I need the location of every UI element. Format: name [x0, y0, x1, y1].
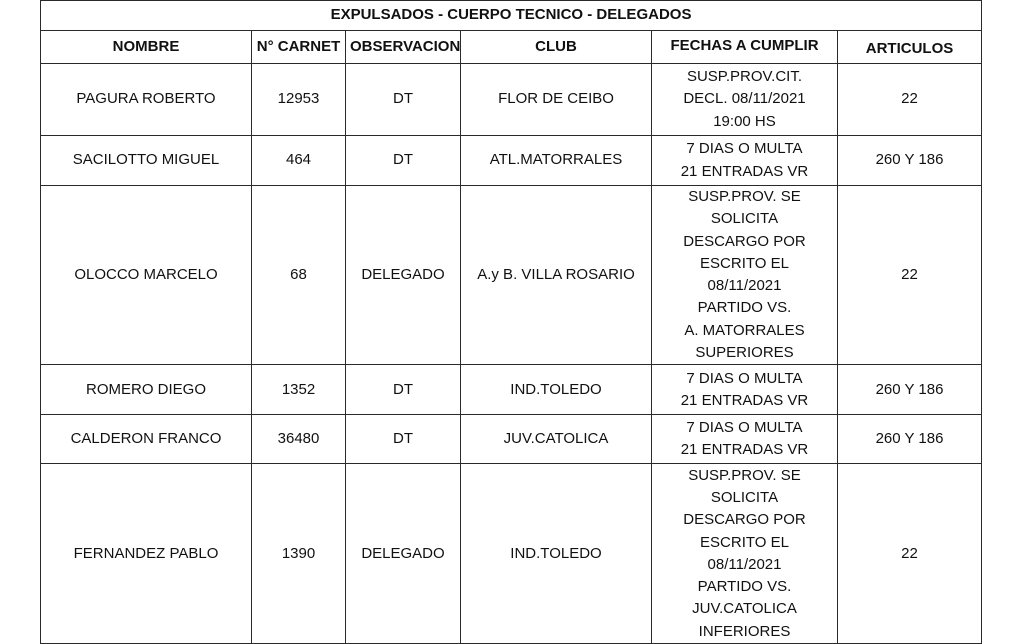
- table-title: EXPULSADOS - CUERPO TECNICO - DELEGADOS: [41, 1, 982, 31]
- table-row: [41, 464, 982, 644]
- header-club: CLUB: [461, 31, 652, 64]
- cell-nombre: CALDERON FRANCO: [41, 415, 252, 464]
- fecha-line: JUV.CATOLICA: [692, 600, 797, 618]
- table-header-row: [41, 31, 982, 64]
- fecha-line: SOLICITA: [710, 210, 779, 228]
- cell-observacion: DT: [346, 365, 461, 415]
- cell-fechas: [652, 186, 838, 365]
- cell-club: IND.TOLEDO: [461, 365, 652, 415]
- fecha-line: 7 DIAS O MULTA: [686, 369, 803, 387]
- fecha-line: A. MATORRALES: [684, 321, 805, 339]
- fecha-line: 21 ENTRADAS VR: [680, 162, 809, 180]
- cell-fechas: [652, 136, 838, 186]
- fecha-line: PARTIDO VS.: [697, 578, 792, 596]
- cell-fechas: [652, 64, 838, 136]
- cell-articulos: 22: [838, 464, 982, 644]
- table-caption-row: [41, 1, 982, 31]
- fecha-line: SUPERIORES: [695, 344, 794, 362]
- fecha-line: SUSP.PROV. SE: [688, 188, 801, 205]
- fecha-line: 7 DIAS O MULTA: [686, 140, 803, 158]
- cell-observacion: DT: [346, 136, 461, 186]
- cell-observacion: DELEGADO: [346, 464, 461, 644]
- cell-carnet: 1352: [252, 365, 346, 415]
- header-nombre: NOMBRE: [41, 31, 252, 64]
- sanctions-table: [40, 0, 982, 644]
- cell-club: JUV.CATOLICA: [461, 415, 652, 464]
- cell-carnet: 68: [252, 186, 346, 365]
- fecha-line: ESCRITO EL: [700, 533, 789, 551]
- cell-fechas: [652, 415, 838, 464]
- cell-articulos: 260 Y 186: [838, 415, 982, 464]
- cell-observacion: DT: [346, 415, 461, 464]
- fecha-line: 21 ENTRADAS VR: [680, 391, 809, 409]
- table-row: [41, 365, 982, 415]
- fecha-line: 21 ENTRADAS VR: [680, 441, 809, 459]
- cell-carnet: 464: [252, 136, 346, 186]
- fecha-line: 7 DIAS O MULTA: [686, 419, 803, 437]
- table-row: [41, 186, 982, 365]
- cell-fechas: [652, 365, 838, 415]
- table-row: [41, 136, 982, 186]
- cell-fechas: [652, 464, 838, 644]
- fecha-line: DECL. 08/11/2021: [683, 90, 806, 108]
- header-observacion: OBSERVACION: [346, 31, 461, 64]
- cell-club: A.y B. VILLA ROSARIO: [461, 186, 652, 365]
- fecha-line: 08/11/2021: [707, 555, 782, 573]
- fecha-line: INFERIORES: [698, 622, 791, 640]
- cell-articulos: 260 Y 186: [838, 136, 982, 186]
- cell-nombre: FERNANDEZ PABLO: [41, 464, 252, 644]
- fecha-line: SOLICITA: [710, 488, 779, 506]
- cell-nombre: ROMERO DIEGO: [41, 365, 252, 415]
- cell-carnet: 12953: [252, 64, 346, 136]
- header-carnet: N° CARNET: [252, 31, 346, 64]
- cell-carnet: 1390: [252, 464, 346, 644]
- cell-club: IND.TOLEDO: [461, 464, 652, 644]
- cell-articulos: 22: [838, 64, 982, 136]
- cell-carnet: 36480: [252, 415, 346, 464]
- cell-articulos: 22: [838, 186, 982, 365]
- cell-club: ATL.MATORRALES: [461, 136, 652, 186]
- fecha-line: DESCARGO POR: [683, 511, 806, 529]
- cell-articulos: 260 Y 186: [838, 365, 982, 415]
- header-fechas: FECHAS A CUMPLIR: [652, 31, 838, 64]
- fecha-line: 08/11/2021: [707, 277, 782, 295]
- fecha-line: SUSP.PROV.CIT.: [686, 68, 803, 86]
- cell-club: FLOR DE CEIBO: [461, 64, 652, 136]
- table-row: [41, 64, 982, 136]
- header-articulos: ARTICULOS: [838, 31, 982, 64]
- cell-observacion: DT: [346, 64, 461, 136]
- cell-nombre: PAGURA ROBERTO: [41, 64, 252, 136]
- table-row: [41, 415, 982, 464]
- cell-nombre: SACILOTTO MIGUEL: [41, 136, 252, 186]
- fecha-line: DESCARGO POR: [683, 232, 806, 250]
- fecha-line: ESCRITO EL: [700, 254, 789, 272]
- fecha-line: SUSP.PROV. SE: [688, 466, 801, 484]
- cell-nombre: OLOCCO MARCELO: [41, 186, 252, 365]
- cell-observacion: DELEGADO: [346, 186, 461, 365]
- fecha-line: PARTIDO VS.: [697, 299, 792, 317]
- fecha-line: 19:00 HS: [713, 112, 776, 130]
